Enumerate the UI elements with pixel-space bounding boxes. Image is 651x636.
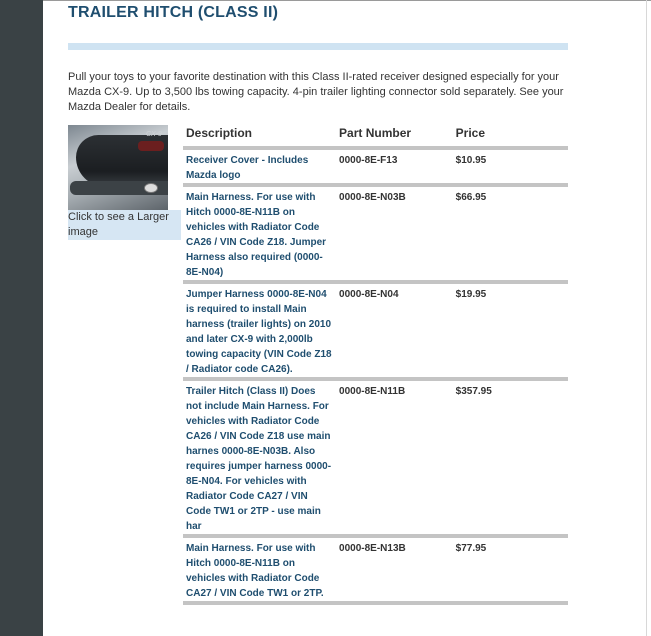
row-description[interactable]: Main Harness. For use with Hitch 0000-8E-N11B on vehicles with Radiator Code CA26 / VIN Code Z18. Jumper Harness also required (0000-8E-N04) bbox=[183, 185, 336, 282]
product-thumbnail[interactable] bbox=[68, 125, 168, 210]
row-part-number: 0000-8E-N04 bbox=[336, 282, 453, 379]
row-price: $66.95 bbox=[453, 185, 568, 282]
row-description[interactable]: Main Harness. For use with Hitch 0000-8E-N11B on vehicles with Radiator Code CA27 / VIN Code TW1 or 2TP. bbox=[183, 536, 336, 603]
table-row bbox=[183, 282, 568, 379]
row-description[interactable]: Trailer Hitch (Class II) Does not include Main Harness. For vehicles with Radiator Code CA26 / VIN Code Z18 use main harnes 0000-8E-N03B. Also requires jumper harness 0000-8E-N04. For vehicles with Radiator Code CA27 / VIN Code TW1 or 2TP - use main har bbox=[183, 379, 336, 536]
model-badge: CX-9 bbox=[146, 131, 162, 138]
row-description[interactable]: Jumper Harness 0000-8E-N04 is required to install Main harness (trailer lights) on 2010 and later CX-9 with 2,000lb towing capacity (VIN Code Z18 / Radiator code CA26). bbox=[183, 282, 336, 379]
left-sidebar bbox=[0, 0, 43, 636]
caption-text: Click to see a Larger image bbox=[68, 211, 169, 238]
row-part-number: 0000-8E-N13B bbox=[336, 536, 453, 603]
page-title: TRAILER HITCH (CLASS II) bbox=[68, 4, 279, 21]
row-price: $19.95 bbox=[453, 282, 568, 379]
product-intro: Pull your toys to your favorite destination with this Class II-rated receiver designed especially for your Mazda CX-9. Up to 3,500 lbs towing capacity. 4-pin trailer lighting connector sold separately. See your Mazda Dealer for details. bbox=[68, 71, 564, 113]
table-row bbox=[183, 148, 568, 185]
part-number-header: Part Number bbox=[336, 122, 453, 148]
title-divider bbox=[68, 43, 568, 50]
parts-table bbox=[183, 122, 568, 605]
table-header-row bbox=[183, 122, 568, 148]
enlarge-image-link[interactable] bbox=[68, 210, 181, 240]
taillight-shape bbox=[138, 141, 164, 151]
price-header: Price bbox=[453, 122, 568, 148]
row-price: $357.95 bbox=[453, 379, 568, 536]
table-row bbox=[183, 185, 568, 282]
description-header: Description bbox=[183, 122, 336, 148]
exhaust-shape bbox=[144, 183, 158, 193]
top-border bbox=[43, 0, 651, 1]
row-price: $77.95 bbox=[453, 536, 568, 603]
row-price: $10.95 bbox=[453, 148, 568, 185]
table-row bbox=[183, 536, 568, 603]
table-row bbox=[183, 379, 568, 536]
right-border bbox=[646, 0, 647, 636]
row-description[interactable]: Receiver Cover - Includes Mazda logo bbox=[183, 148, 336, 185]
row-part-number: 0000-8E-F13 bbox=[336, 148, 453, 185]
row-part-number: 0000-8E-N11B bbox=[336, 379, 453, 536]
row-part-number: 0000-8E-N03B bbox=[336, 185, 453, 282]
